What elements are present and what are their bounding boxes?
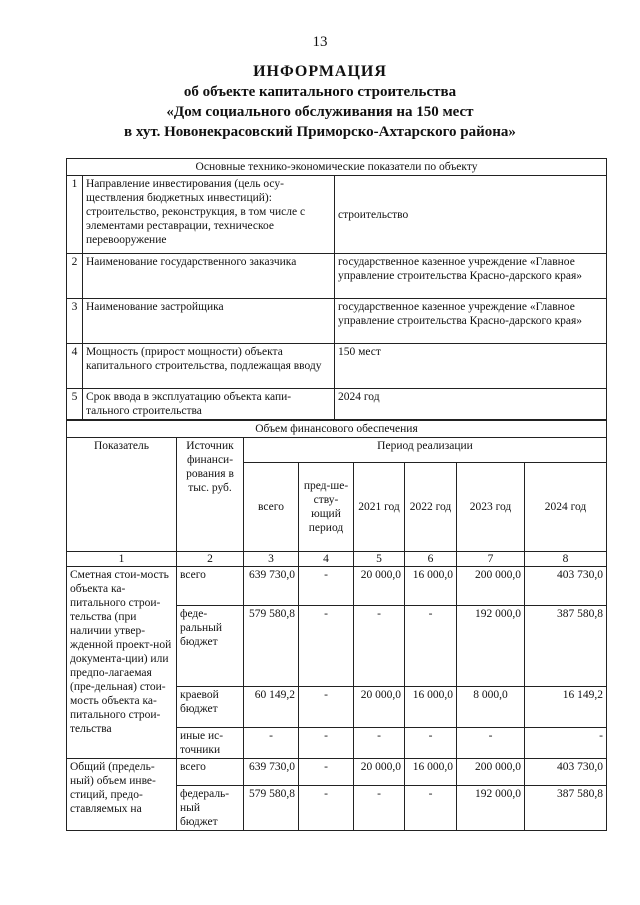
table-row [67, 389, 607, 420]
column-number: 3 [244, 552, 299, 567]
header-previous: пред-ше-ству-ющий период [299, 463, 354, 552]
header-2024: 2024 год [525, 463, 607, 552]
value-2024: 403 730,0 [525, 567, 607, 606]
table-row [67, 759, 607, 786]
row-number: 5 [67, 389, 83, 420]
value-2022: 16 000,0 [405, 687, 457, 728]
page-number: 13 [312, 34, 328, 50]
indicator-label: Сметная стои-мость объекта ка-питального строи-тельства (при наличии утвер-жденной проект-ной документа-ции) или предпо-лагаемая (пре-дельная) стои-мость объекта ка-питального строи-тельства [67, 567, 177, 759]
value-2022: - [405, 786, 457, 831]
value-previous: - [299, 687, 354, 728]
value-2024: 387 580,8 [525, 786, 607, 831]
indicator-label: Общий (предель-ный) объем инве-стиций, предо-ставляемых на [67, 759, 177, 831]
table-row [67, 567, 607, 606]
value-2021: - [354, 786, 405, 831]
row-label: Наименование государственного заказчика [83, 254, 335, 299]
value-total: 579 580,8 [244, 786, 299, 831]
value-2021: - [354, 728, 405, 759]
row-value: государственное казенное учреждение «Главное управление строительства Красно-дарского края» [335, 299, 607, 344]
column-number: 1 [67, 552, 177, 567]
row-number: 4 [67, 344, 83, 389]
source-cell: иные ис-точники [177, 728, 244, 759]
value-previous: - [299, 759, 354, 786]
row-number: 3 [67, 299, 83, 344]
value-total: - [244, 728, 299, 759]
document-subtitle-line-1: об объекте капитального строительства [183, 84, 457, 100]
value-2022: - [405, 728, 457, 759]
header-indicator: Показатель [67, 438, 177, 552]
value-2024: 387 580,8 [525, 606, 607, 687]
financing-table [66, 420, 607, 831]
value-2021: 20 000,0 [354, 687, 405, 728]
row-value: государственное казенное учреждение «Главное управление строительства Красно-дарского края» [335, 254, 607, 299]
source-cell: феде-ральный бюджет [177, 606, 244, 687]
value-2023: 200 000,0 [457, 759, 525, 786]
value-2024: 403 730,0 [525, 759, 607, 786]
source-cell: всего [177, 567, 244, 606]
value-previous: - [299, 606, 354, 687]
row-number: 1 [67, 176, 83, 254]
table-caption: Основные технико-экономические показатели по объекту [67, 159, 607, 176]
value-2021: - [354, 606, 405, 687]
value-2021: 20 000,0 [354, 567, 405, 606]
table-row [67, 176, 607, 254]
header-2022: 2022 год [405, 463, 457, 552]
value-2023: 192 000,0 [457, 786, 525, 831]
value-2024: 16 149,2 [525, 687, 607, 728]
document-title: ИНФОРМАЦИЯ [253, 63, 387, 80]
value-previous: - [299, 728, 354, 759]
row-label: Срок ввода в эксплуатацию объекта капи-тального строительства [83, 389, 335, 420]
header-source: Источник финанси-рования в тыс. руб. [177, 438, 244, 552]
table-row [67, 299, 607, 344]
document-heading [0, 62, 640, 142]
table-row [67, 344, 607, 389]
column-number: 7 [457, 552, 525, 567]
value-2024: - [525, 728, 607, 759]
value-2023: - [457, 728, 525, 759]
row-number: 2 [67, 254, 83, 299]
row-label: Направление инвестирования (цель осу-ществления бюджетных инвестиций): строительство, реконструкция, в том числе с элементами реставрации, техническое перевооружение [83, 176, 335, 254]
value-2023: 200 000,0 [457, 567, 525, 606]
value-2022: - [405, 606, 457, 687]
column-number: 6 [405, 552, 457, 567]
header-2023: 2023 год [457, 463, 525, 552]
column-number: 2 [177, 552, 244, 567]
row-label: Мощность (прирост мощности) объекта капитального строительства, подлежащая вводу [83, 344, 335, 389]
row-value: 150 мест [335, 344, 607, 389]
table-row [67, 254, 607, 299]
value-2021: 20 000,0 [354, 759, 405, 786]
value-2022: 16 000,0 [405, 759, 457, 786]
technical-indicators-table [66, 158, 607, 420]
value-2023: 192 000,0 [457, 606, 525, 687]
value-previous: - [299, 786, 354, 831]
row-value: 2024 год [335, 389, 607, 420]
column-number: 4 [299, 552, 354, 567]
value-2022: 16 000,0 [405, 567, 457, 606]
value-total: 639 730,0 [244, 567, 299, 606]
source-cell: всего [177, 759, 244, 786]
row-label: Наименование застройщика [83, 299, 335, 344]
source-cell: федераль-ный бюджет [177, 786, 244, 831]
column-number: 8 [525, 552, 607, 567]
column-number: 5 [354, 552, 405, 567]
row-value: строительство [335, 176, 607, 254]
value-previous: - [299, 567, 354, 606]
document-subtitle-line-2: «Дом социального обслуживания на 150 мест [166, 104, 474, 120]
source-cell: краевой бюджет [177, 687, 244, 728]
header-total: всего [244, 463, 299, 552]
document-subtitle-line-3: в хут. Новонекрасовский Приморско-Ахтарского района» [124, 124, 516, 140]
value-total: 579 580,8 [244, 606, 299, 687]
value-2023: 8 000,0 [457, 687, 525, 728]
header-2021: 2021 год [354, 463, 405, 552]
header-period: Период реализации [244, 438, 607, 463]
table-caption: Объем финансового обеспечения [67, 421, 607, 438]
value-total: 639 730,0 [244, 759, 299, 786]
value-total: 60 149,2 [244, 687, 299, 728]
